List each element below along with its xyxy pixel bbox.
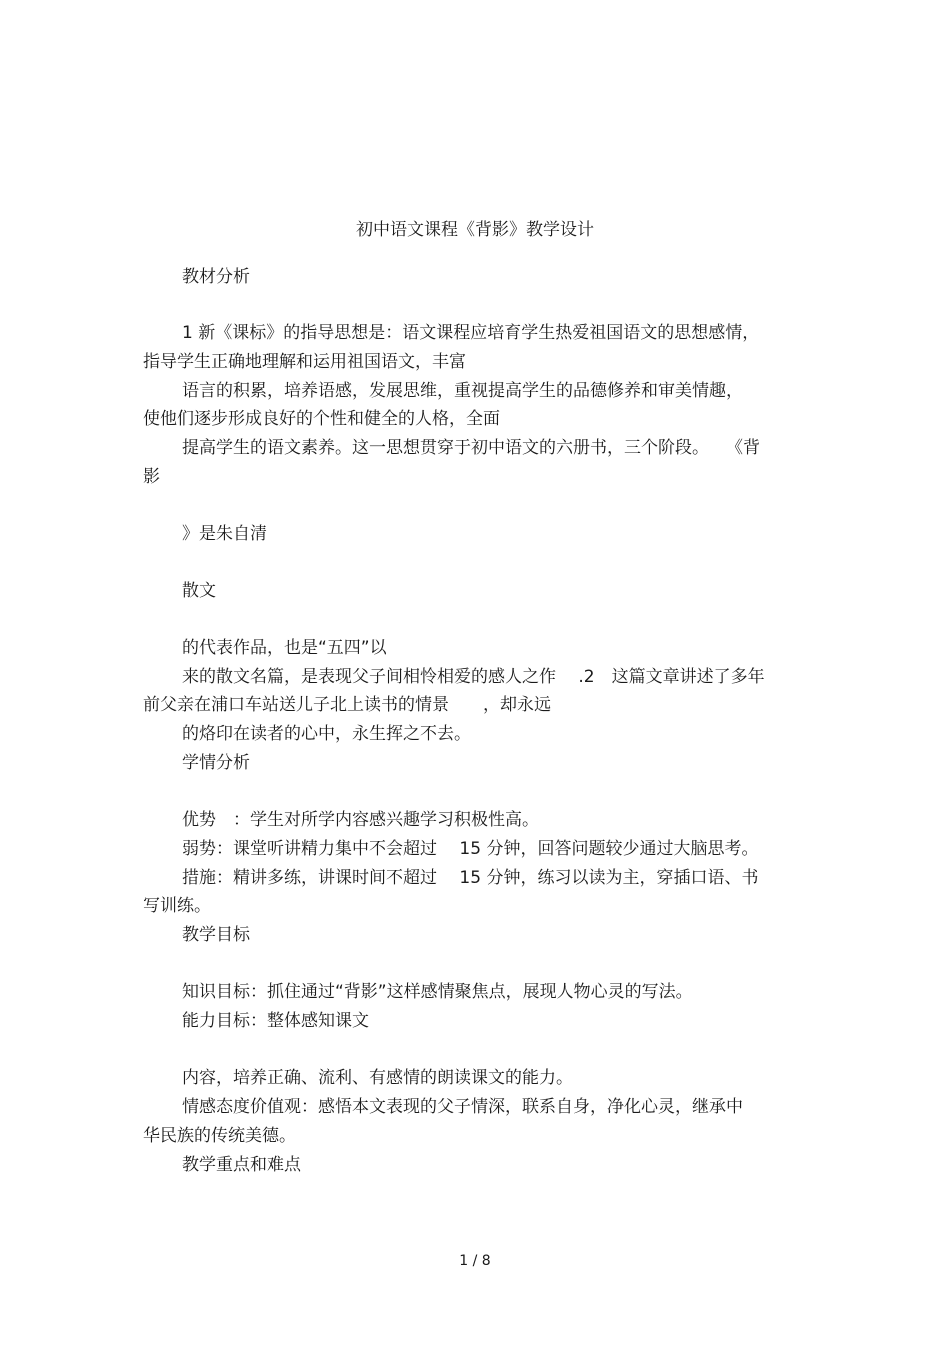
paragraph-line: 能力目标：整体感知课文 (182, 1011, 369, 1031)
paragraph-line: 提高学生的语文素养。这一思想贯穿于初中语文的六册书，三个阶段。 《背 (182, 438, 760, 458)
section-heading-materials: 教材分析 (182, 267, 250, 287)
paragraph-line: 知识目标：抓住通过“背影”这样感情聚焦点，展现人物心灵的写法。 (182, 982, 693, 1002)
paragraph-line: 指导学生正确地理解和运用祖国语文，丰富 (143, 352, 466, 372)
paragraph-line: 使他们逐步形成良好的个性和健全的人格，全面 (143, 409, 500, 429)
document-title: 初中语文课程《背影》教学设计 (356, 220, 594, 240)
paragraph-line: 措施：精讲多练，讲课时间不超过 15 分钟，练习以读为主，穿插口语、书 (182, 868, 759, 888)
paragraph-line: 情感态度价值观：感悟本文表现的父子情深，联系自身，净化心灵，继承中 (182, 1097, 743, 1117)
paragraph-line: 弱势：课堂听讲精力集中不会超过 15 分钟，回答问题较少通过大脑思考。 (182, 839, 759, 859)
paragraph-line: 》是朱自清 (182, 524, 267, 544)
paragraph-line: 的代表作品，也是“五四”以 (182, 638, 387, 658)
section-heading-learner-analysis: 学情分析 (182, 753, 250, 773)
paragraph-line: 来的散文名篇，是表现父子间相怜相爱的感人之作 .2 这篇文章讲述了多年 (182, 667, 765, 687)
section-heading-key-points: 教学重点和难点 (182, 1155, 301, 1175)
paragraph-line: 优势 ：学生对所学内容感兴趣学习积极性高。 (182, 810, 539, 830)
paragraph-line: 语言的积累，培养语感，发展思维，重视提高学生的品德修养和审美情趣， (182, 381, 743, 401)
section-heading-teaching-goals: 教学目标 (182, 925, 250, 945)
paragraph-line: 的烙印在读者的心中，永生挥之不去。 (182, 724, 471, 744)
paragraph-line: 内容，培养正确、流利、有感情的朗读课文的能力。 (182, 1068, 573, 1088)
paragraph-line: 华民族的传统美德。 (143, 1126, 296, 1146)
paragraph-line: 1 新《课标》的指导思想是：语文课程应培育学生热爱祖国语文的思想感情， (182, 323, 760, 343)
paragraph-line: 写训练。 (143, 896, 211, 916)
paragraph-line: 前父亲在浦口车站送儿子北上读书的情景 ，却永远 (143, 695, 551, 715)
page-number: 1 / 8 (459, 1253, 491, 1269)
paragraph-line: 影 (143, 467, 160, 487)
paragraph-line: 散文 (182, 581, 216, 601)
